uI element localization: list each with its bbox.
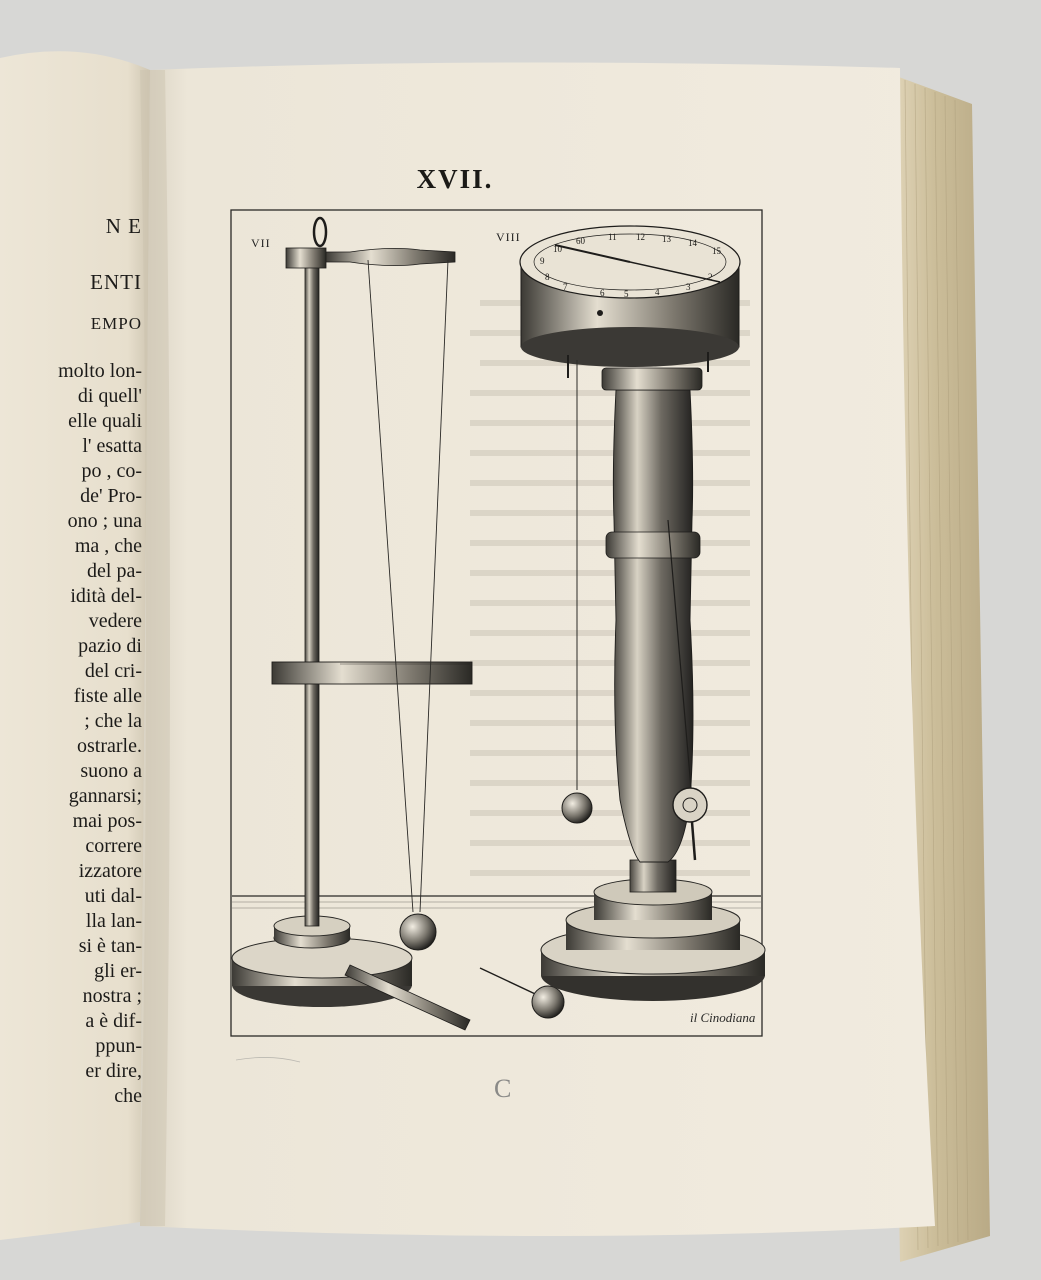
dial-numeral: 7	[563, 282, 568, 292]
text-line: idità del-	[70, 585, 142, 607]
left-page-text	[0, 0, 150, 1280]
dial-numeral: 5	[624, 289, 629, 299]
plate-number: XVII.	[416, 164, 494, 194]
text-line: izzatore	[78, 860, 142, 882]
text-line: ENTI	[90, 270, 142, 294]
text-line: gannarsi;	[68, 785, 142, 807]
dial-numeral: 60	[576, 236, 585, 246]
dial-numeral: 13	[662, 234, 671, 244]
text-line: de' Pro-	[80, 485, 142, 507]
text-line: ; che la	[84, 710, 142, 732]
dial-numeral: 4	[655, 287, 660, 297]
dial-numeral: 2	[708, 272, 713, 282]
dial-numeral: 10	[553, 244, 562, 254]
text-line: di quell'	[77, 385, 142, 407]
dial-numeral: 9	[540, 256, 545, 266]
text-line: si è tan-	[78, 935, 142, 957]
text-line: l' esatta	[82, 435, 142, 457]
text-line: del cri-	[84, 660, 142, 682]
text-line: ostrarle.	[77, 735, 142, 757]
dial-numeral: 3	[686, 282, 691, 292]
dial-numeral: 12	[636, 232, 645, 242]
text-line: ppun-	[95, 1035, 142, 1057]
text-line: a è dif-	[85, 1010, 142, 1032]
text-line: del pa-	[87, 560, 142, 582]
text-line: fiste alle	[73, 685, 142, 707]
text-line: uti dal-	[84, 885, 142, 907]
text-line: correre	[85, 835, 142, 857]
text-line: ono ; una	[67, 510, 142, 532]
text-line: po , co-	[81, 460, 142, 482]
dial-numeral: 11	[608, 232, 617, 242]
text-line: ma , che	[74, 535, 142, 557]
text-line: mai pos-	[72, 810, 142, 832]
text-line: gli er-	[94, 960, 142, 982]
dial-numeral: 14	[688, 238, 697, 248]
text-line: molto lon-	[58, 360, 142, 382]
text-line: er dire,	[85, 1060, 142, 1082]
page-mark: C	[494, 1074, 512, 1103]
text-line: elle quali	[68, 410, 142, 432]
text-line: pazio di	[78, 635, 142, 657]
text-line: lla lan-	[85, 910, 142, 932]
figure-label-vii: VII	[251, 236, 271, 250]
text-line: che	[114, 1085, 142, 1107]
dial-numeral: 6	[600, 288, 605, 298]
text-line: nostra ;	[82, 985, 142, 1007]
figure-label-viii: VIII	[496, 230, 521, 244]
text-line: EMPO	[90, 314, 142, 333]
dial-numeral: 15	[712, 246, 721, 256]
engraver-signature: il Cinodiana	[690, 1010, 756, 1025]
text-line: vedere	[88, 610, 142, 632]
text-line: N E	[105, 214, 142, 238]
dial-numeral: 8	[545, 272, 550, 282]
text-line: suono a	[80, 760, 142, 782]
